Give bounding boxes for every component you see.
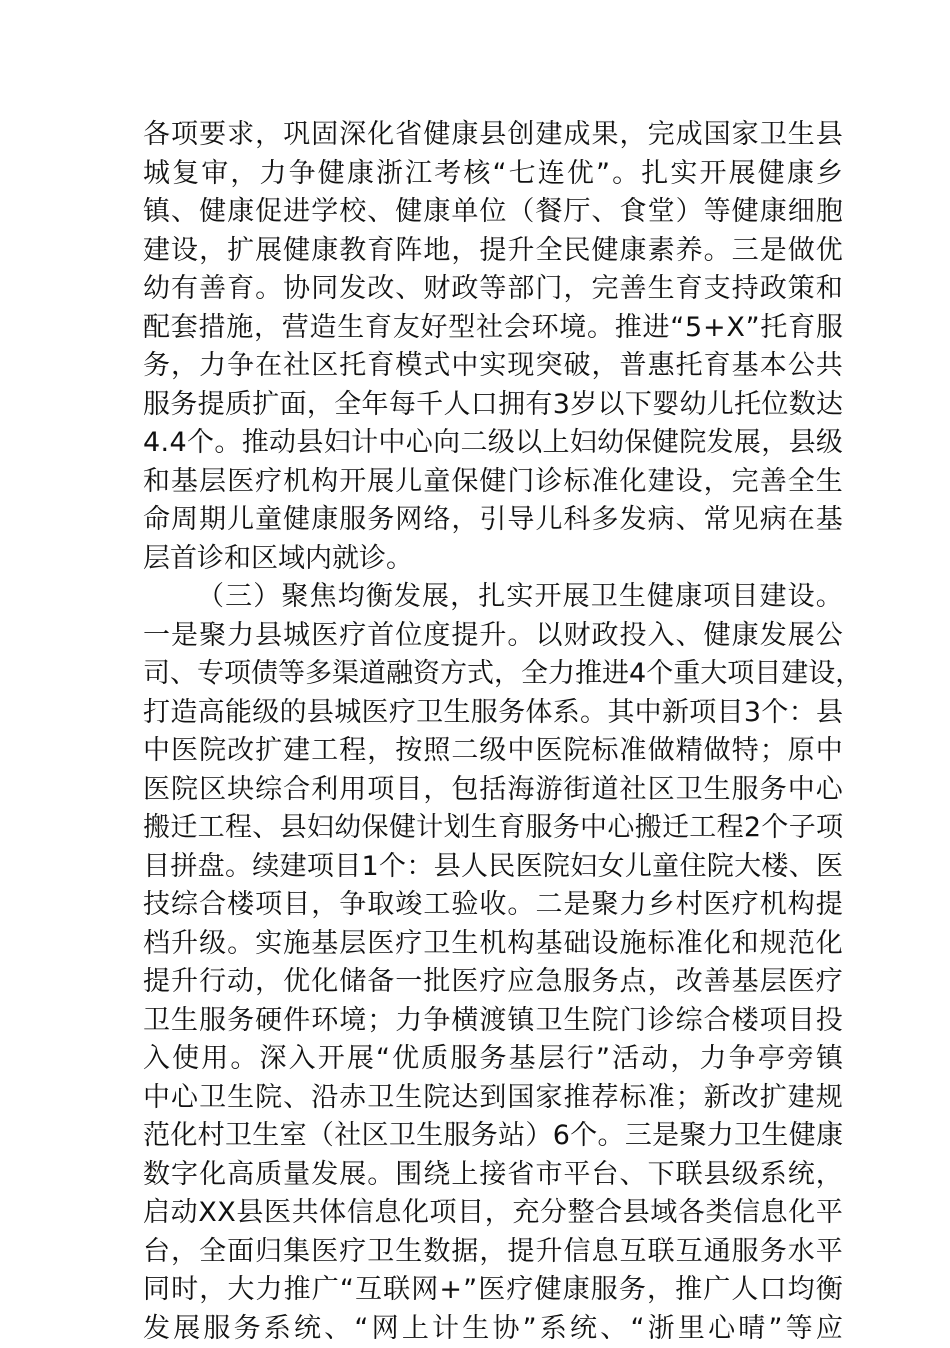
text-line: 幼 有 善 育 。 协 同 发 改 、 财 政 等 部 门 ， 完 善 生 育 支 持 政 策 和 — [143, 270, 843, 309]
text-line: 医 院 区 块 综 合 利 用 项 目 ， 包 括 海 游 街 道 社 区 卫 生 服 务 中 心 — [143, 771, 843, 810]
section-heading-line: （ 三 ） 聚 焦 均 衡 发 展 ， 扎 实 开 展 卫 生 健 康 项 目 建 设 。 — [143, 578, 843, 617]
text-line: 城 复 审 ， 力 争 健 康 浙 江 考 核 “ 七 连 优 ” 。 扎 实 开 展 健 康 乡 — [143, 155, 843, 194]
text-line: 建 设 ， 扩 展 健 康 教 育 阵 地 ， 提 升 全 民 健 康 素 养 。 三 是 做 优 — [143, 232, 843, 271]
text-line: 各 项 要 求 ， 巩 固 深 化 省 健 康 县 创 建 成 果 ， 完 成 国 家 卫 生 县 — [143, 116, 843, 155]
text-line: 搬 迁 工 程 、 县 妇 幼 保 健 计 划 生 育 服 务 中 心 搬 迁 工 程 2 个 子 项 — [143, 809, 843, 848]
text-line: 打 造 高 能 级 的 县 城 医 疗 卫 生 服 务 体 系 。 其 中 新 项 目 3 个 ： 县 — [143, 694, 843, 733]
body-text — [143, 116, 843, 1348]
text-line: 台 ， 全 面 归 集 医 疗 卫 生 数 据 ， 提 升 信 息 互 联 互 通 服 务 水 平 — [143, 1233, 843, 1272]
text-line: 档 升 级 。 实 施 基 层 医 疗 卫 生 机 构 基 础 设 施 标 准 化 和 规 范 化 — [143, 925, 843, 964]
text-line: 数 字 化 高 质 量 发 展 。 围 绕 上 接 省 市 平 台 、 下 联 县 级 系 统 ， — [143, 1156, 843, 1195]
text-line: 一 是 聚 力 县 城 医 疗 首 位 度 提 升 。 以 财 政 投 入 、 健 康 发 展 公 — [143, 617, 843, 656]
text-line: 技 综 合 楼 项 目 ， 争 取 竣 工 验 收 。 二 是 聚 力 乡 村 医 疗 机 构 提 — [143, 886, 843, 925]
text-line: 启 动 X X 县 医 共 体 信 息 化 项 目 ， 充 分 整 合 县 域 各 类 信 息 化 平 — [143, 1194, 843, 1233]
text-line: 目 拼 盘 。 续 建 项 目 1 个 ： 县 人 民 医 院 妇 女 儿 童 住 院 大 楼 、 医 — [143, 848, 843, 887]
text-line: 范 化 村 卫 生 室 （ 社 区 卫 生 服 务 站 ） 6 个 。 三 是 聚 力 卫 生 健 康 — [143, 1117, 843, 1156]
text-line: 4 . 4 个 。 推 动 县 妇 计 中 心 向 二 级 以 上 妇 幼 保 健 院 发 展 ， 县 级 — [143, 424, 843, 463]
text-line: 卫 生 服 务 硬 件 环 境 ； 力 争 横 渡 镇 卫 生 院 门 诊 综 合 楼 项 目 投 — [143, 1002, 843, 1041]
text-line: 服 务 提 质 扩 面 ， 全 年 每 千 人 口 拥 有 3 岁 以 下 婴 幼 儿 托 位 数 达 — [143, 386, 843, 425]
text-line: 镇 、 健 康 促 进 学 校 、 健 康 单 位 （ 餐 厅 、 食 堂 ） 等 健 康 细 胞 — [143, 193, 843, 232]
text-line: 同 时 ， 大 力 推 广 “ 互 联 网 + ” 医 疗 健 康 服 务 ， 推 广 人 口 均 衡 — [143, 1271, 843, 1310]
text-line: 司 、 专 项 债 等 多 渠 道 融 资 方 式 ， 全 力 推 进 4 个 重 大 项 目 建 设 ， — [143, 655, 843, 694]
text-line: 中 心 卫 生 院 、 沿 赤 卫 生 院 达 到 国 家 推 荐 标 准 ； 新 改 扩 建 规 — [143, 1079, 843, 1118]
text-line: 入 使 用 。 深 入 开 展 “ 优 质 服 务 基 层 行 ” 活 动 ， 力 争 亭 旁 镇 — [143, 1040, 843, 1079]
text-line: 务 ， 力 争 在 社 区 托 育 模 式 中 实 现 突 破 ， 普 惠 托 育 基 本 公 共 — [143, 347, 843, 386]
text-line: 配 套 措 施 ， 营 造 生 育 友 好 型 社 会 环 境 。 推 进 “ 5 + X ” 托 育 服 — [143, 309, 843, 348]
text-line: 提 升 行 动 ， 优 化 储 备 一 批 医 疗 应 急 服 务 点 ， 改 善 基 层 医 疗 — [143, 963, 843, 1002]
text-line: 命 周 期 儿 童 健 康 服 务 网 络 ， 引 导 儿 科 多 发 病 、 常 见 病 在 基 — [143, 501, 843, 540]
text-line: 发 展 服 务 系 统 、 “ 网 上 计 生 协 ” 系 统 、 “ 浙 里 心 晴 ” 等 应 — [143, 1310, 843, 1348]
paragraph-last-line: 层首诊和区域内就诊。 — [143, 540, 843, 579]
text-line: 和 基 层 医 疗 机 构 开 展 儿 童 保 健 门 诊 标 准 化 建 设 ， 完 善 全 生 — [143, 463, 843, 502]
text-line: 中 医 院 改 扩 建 工 程 ， 按 照 二 级 中 医 院 标 准 做 精 做 特 ； 原 中 — [143, 732, 843, 771]
